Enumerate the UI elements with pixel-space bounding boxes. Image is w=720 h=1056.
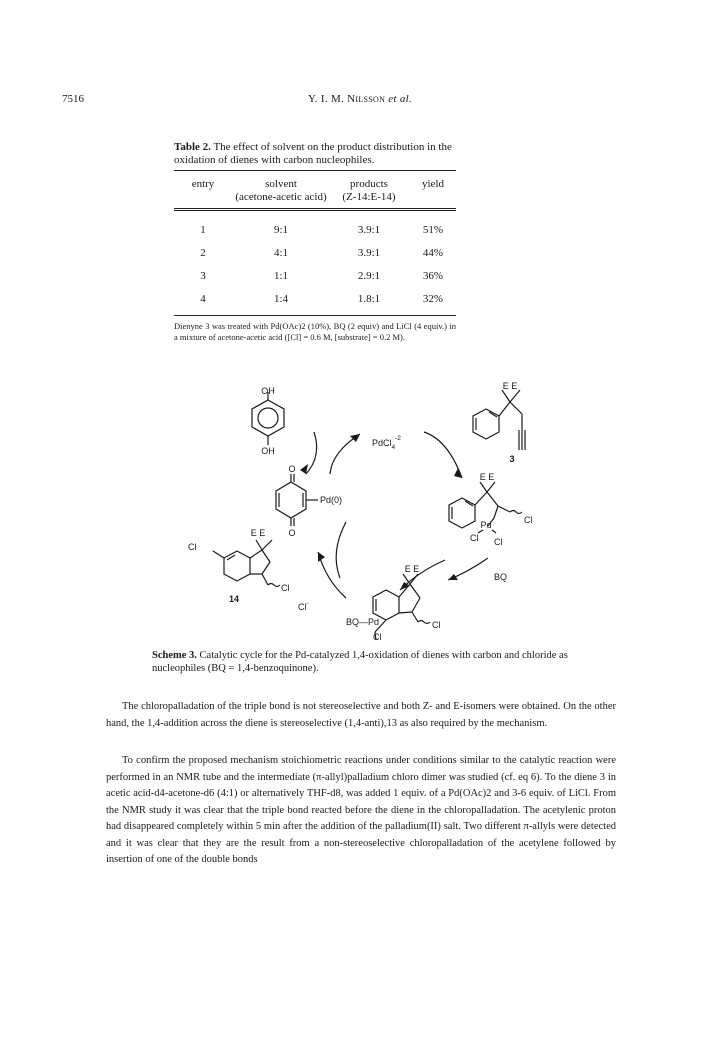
ester-e-labels: E E (479, 472, 495, 482)
pi-allyl-intermediate-structure (373, 574, 430, 640)
table-label: Table 2. (174, 141, 211, 153)
author-prefix: Y. I. M. (307, 93, 348, 105)
ester-e-labels: E E (502, 381, 518, 391)
chloride-label: Cl (188, 542, 197, 552)
ester-e-labels: E E (404, 564, 420, 574)
scheme-caption-text: Catalytic cycle for the Pd-catalyzed 1,4-oxidation of dienes with carbon and chloride as nucleophiles (BQ = 1,4-benzoquinone). (152, 650, 568, 674)
cycle-arrows (306, 432, 488, 598)
benzoquinone-pd0-complex (276, 474, 318, 526)
chloride-label: Cl (373, 632, 382, 642)
pd-label: Pd (480, 520, 492, 530)
compound-3-number: 3 (509, 454, 515, 464)
chloride-label: Cl (281, 583, 290, 593)
col-header-entry: entry (191, 178, 215, 190)
col-header-yield: yield (422, 178, 444, 190)
col-header-solvent: solvent (acetone-acetic acid) (235, 178, 327, 203)
compound-14-structure (213, 540, 280, 587)
compound-14-number: 14 (228, 594, 240, 604)
scheme-caption (152, 649, 582, 675)
bq-label: BQ (494, 572, 508, 582)
pdcl4-label: PdCl$_4^{-2}$ (372, 435, 401, 451)
carbonyl-o-label: O (288, 528, 296, 538)
col-header-products: products (Z-14:E-14) (342, 178, 396, 203)
author-name: Nilsson (347, 93, 386, 105)
page-number: 7516 (62, 93, 84, 105)
scheme-label: Scheme 3. (152, 650, 197, 661)
chloride-label: Cl (470, 533, 479, 543)
body-paragraph: To confirm the proposed mechanism stoichiometric reactions under conditions similar to the catalytic reaction were performed in an NMR tube and the intermediate (π-allyl)palladium chloro dimer was studied (cf. eq 6). To the diene 3 in acetic acid-d4-acetone-d6 (4:1) or alternatively THF-d8, was added 1 equiv. of a Pd(OAc)2 and 3-6 equiv. of LiCl. From the NMR study it was clear that the triple bond reacted before the diene in the chloropalladation. The acetylenic proton had disappeared completely within 5 min after the addition of the palladium(II) salt. Two different π-allyls were detected and it was clear that they are the result from a non-stereoselective chloropalladation of the acetylene followed by insertion of one of the double bonds (106, 755, 616, 865)
hydroquinone-structure (252, 392, 284, 445)
oh-label: OH (261, 446, 275, 456)
chloride-label: Cl (524, 515, 533, 525)
chloride-label: Cl (432, 620, 441, 630)
ester-e-labels: E E (250, 528, 266, 538)
pd0-label: Pd(0) (320, 495, 343, 505)
chloride-label: Cl (494, 537, 503, 547)
bq-pd-label: BQ—Pd (346, 617, 380, 627)
table-caption-text: The effect of solvent on the product distribution in the oxidation of dienes with carbon nucleophiles. (174, 141, 452, 166)
body-paragraph: The chloropalladation of the triple bond is not stereoselective and both Z- and E-isomers were obtained. On the other hand, the 1,4-addition across the diene is stereoselective (1,4-anti),13 as also required by the mechanism. (106, 701, 616, 729)
chloride-ion-label: Cl- (298, 600, 309, 612)
carbonyl-o-label: O (288, 464, 296, 474)
compound-3-structure (473, 390, 525, 450)
oh-label: OH (261, 386, 275, 396)
table-footnote: Dienyne 3 was treated with Pd(OAc)2 (10%), BQ (2 equiv) and LiCl (4 equiv.) in a mixture of acetone-acetic acid ([Cl] = 0.6 M, [substrate] = 0.2 M). (174, 321, 456, 342)
author-suffix: et al. (385, 93, 413, 105)
